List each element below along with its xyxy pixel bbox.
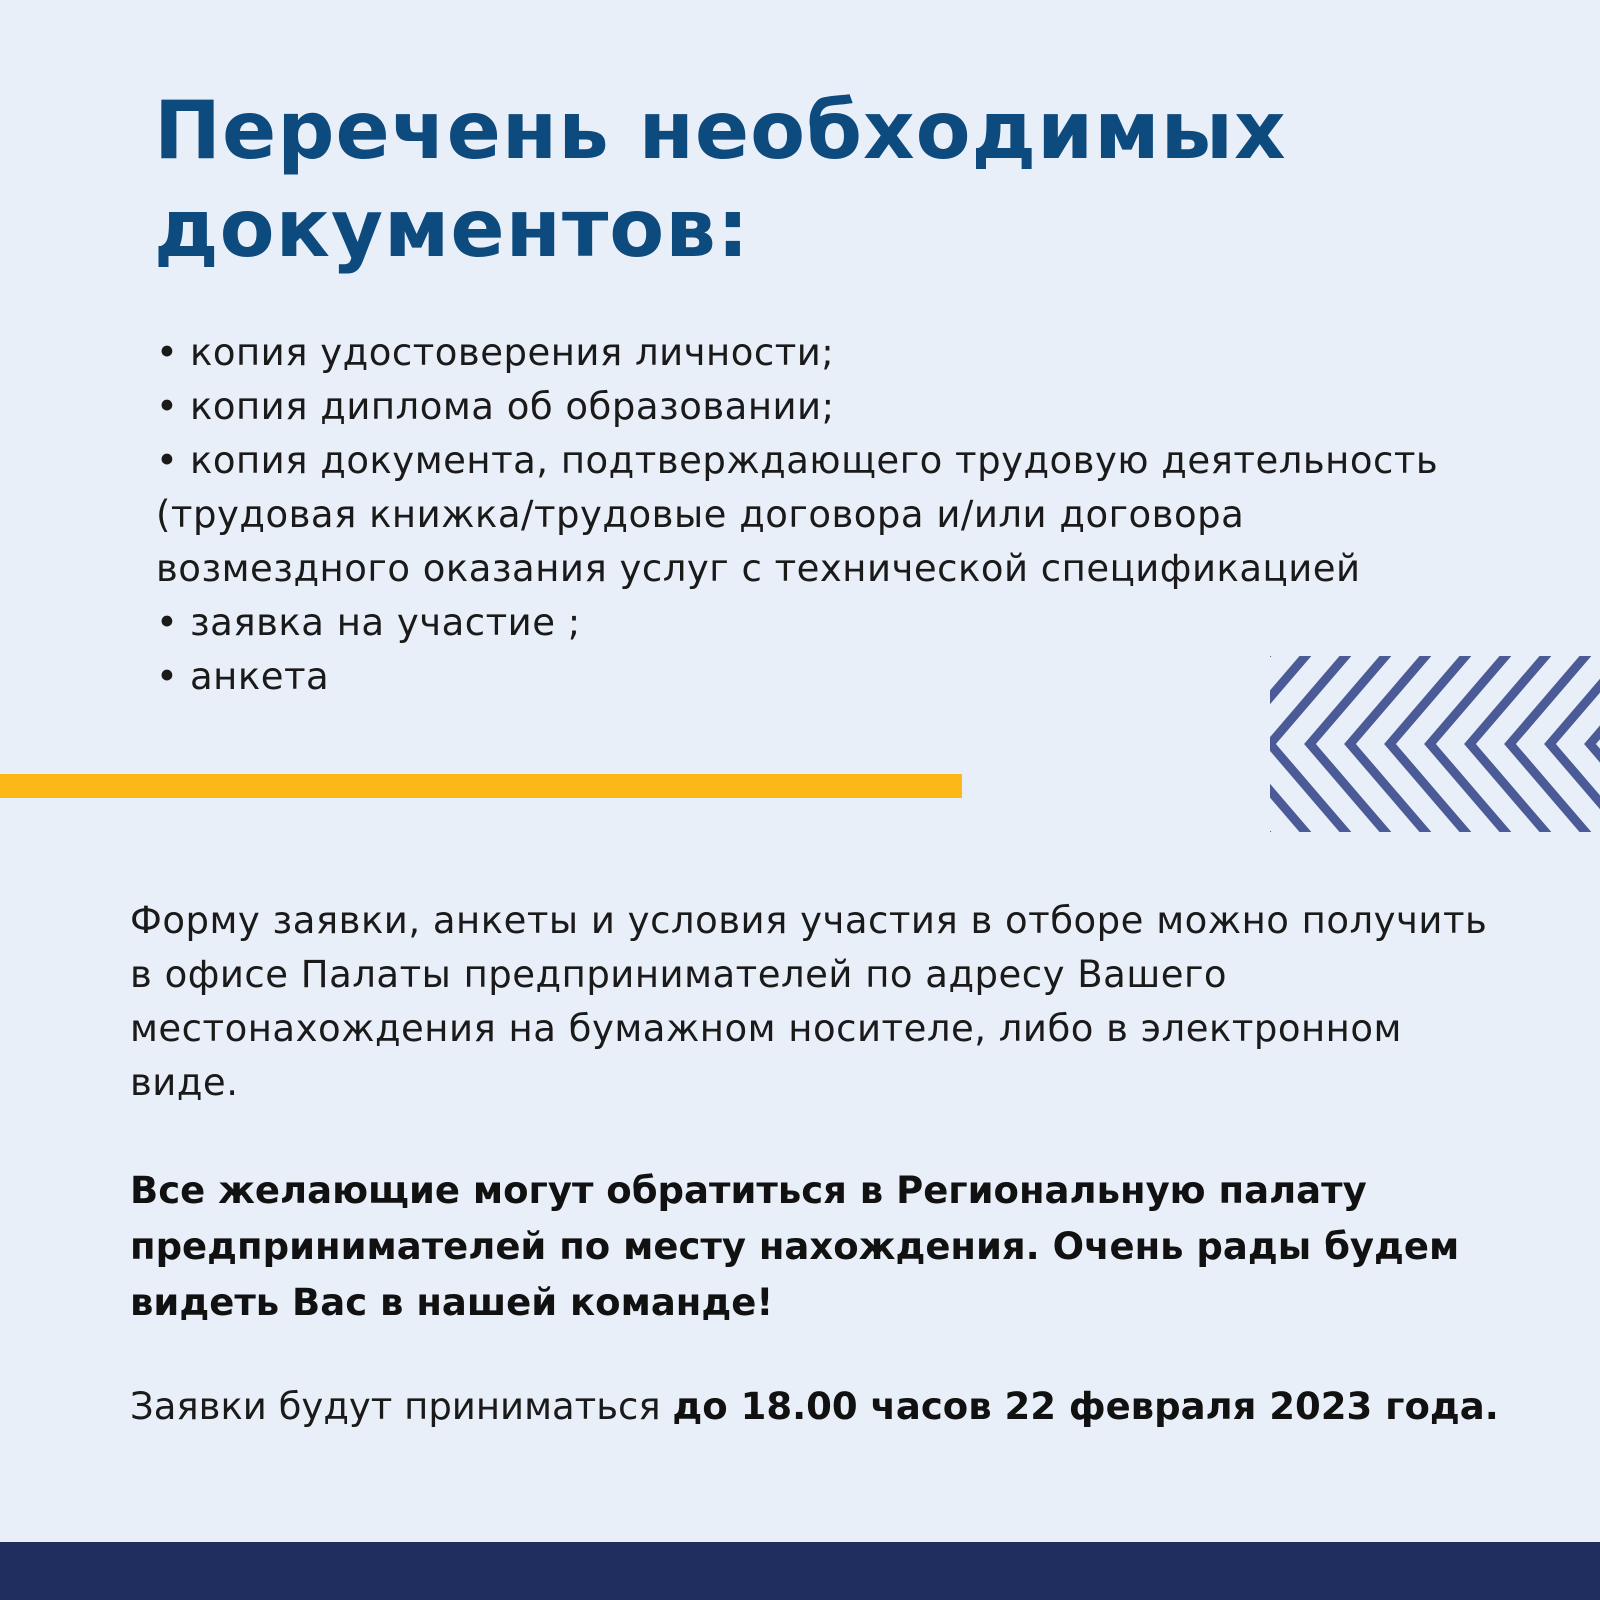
info-paragraph [130,894,1550,1110]
page-title-line: Перечень необходимых [154,84,1287,177]
list-item-text: заявка на участие ; [190,601,581,644]
accent-divider [0,774,962,798]
list-item-text: анкета [190,655,330,698]
deadline-date: до 18.00 часов 22 февраля 2023 года. [672,1385,1499,1428]
call-to-action [130,1163,1550,1331]
footer-bar [0,1542,1600,1600]
documents-list [156,326,1456,704]
bullet: • [156,655,179,698]
list-item-text: копия удостоверения личности; [190,331,835,374]
bullet: • [156,385,179,428]
call-line: Все желающие могут обратиться в Региональную палату [130,1169,1367,1212]
bullet: • [156,331,179,374]
chevron-left-stripes-icon [1270,656,1600,832]
info-line: виде. [130,1061,239,1104]
list-item [156,380,1456,434]
info-line: местонахождения на бумажном носителе, либо в электронном [130,1007,1402,1050]
bullet: • [156,601,179,644]
deadline-text [130,1380,1570,1434]
deadline-prefix: Заявки будут приниматься [130,1385,673,1428]
info-line: в офисе Палаты предпринимателей по адресу Вашего [130,953,1228,996]
list-item [156,650,1456,704]
call-line: предпринимателей по месту нахождения. Очень рады будем [130,1225,1460,1268]
list-item-continuation: возмездного оказания услуг с технической спецификацией [156,547,1361,590]
page-title-line: документов: [154,182,750,275]
list-item-text: копия диплома об образовании; [190,385,835,428]
call-line: видеть Вас в нашей команде! [130,1281,774,1324]
page-title [154,82,1354,278]
bullet: • [156,439,179,482]
list-item [156,596,1456,650]
list-item [156,326,1456,380]
list-item-continuation: (трудовая книжка/трудовые договора и/или договора [156,493,1245,536]
list-item [156,434,1456,488]
list-item-text: копия документа, подтверждающего трудовую деятельность [190,439,1439,482]
info-line: Форму заявки, анкеты и условия участия в отборе можно получить [130,899,1488,942]
